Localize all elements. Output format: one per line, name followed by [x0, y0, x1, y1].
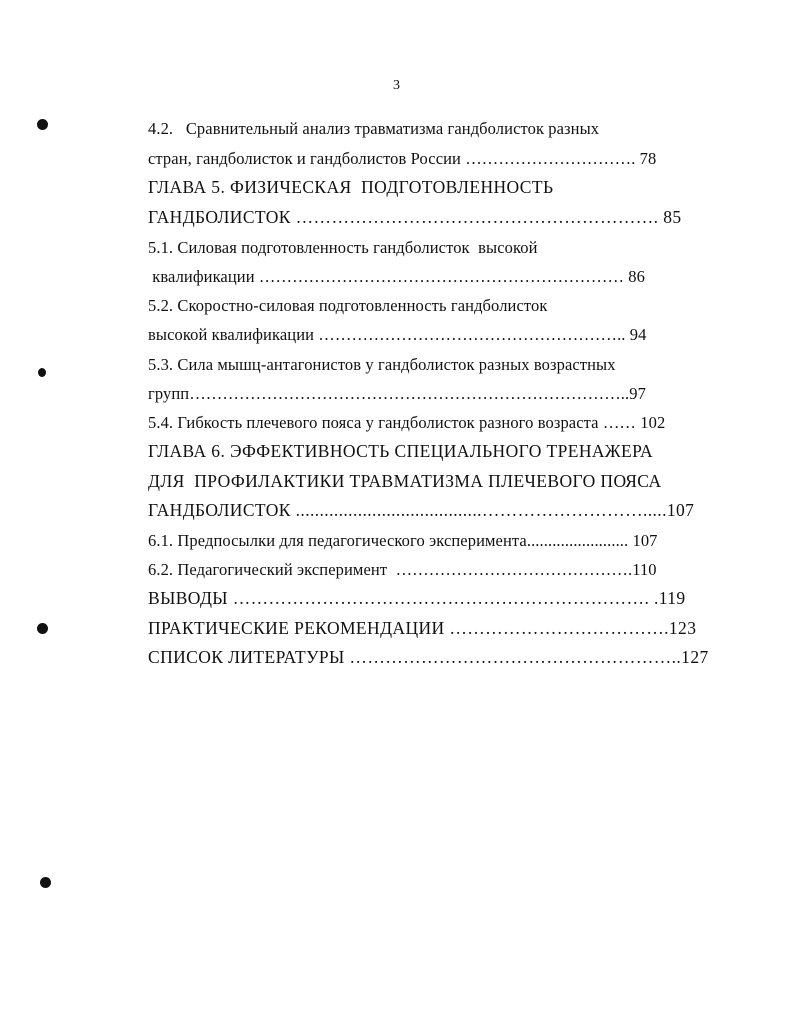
toc-line: 5.4. Гибкость плечевого пояса у гандболисток разного возраста …… 102	[148, 413, 666, 432]
toc-heading: ВЫВОДЫ ……………………………………………………………. .119	[148, 588, 686, 608]
toc-heading: СПИСОК ЛИТЕРАТУРЫ ………………………………………………..127	[148, 647, 709, 667]
toc-heading: ГЛАВА 5. ФИЗИЧЕСКАЯ ПОДГОТОВЛЕННОСТЬ	[148, 177, 554, 197]
toc-line: 5.1. Силовая подготовленность гандболисток высокой	[148, 238, 538, 257]
toc-heading: ПРАКТИЧЕСКИЕ РЕКОМЕНДАЦИИ ……………………………….123	[148, 618, 697, 638]
toc-heading: ГАНДБОЛИСТОК ……………………………………………………. 85	[148, 207, 682, 227]
toc-heading: ГЛАВА 6. ЭФФЕКТИВНОСТЬ СПЕЦИАЛЬНОГО ТРЕНАЖЕРА	[148, 441, 654, 461]
binding-hole-2	[38, 368, 46, 377]
binding-hole-1	[37, 119, 48, 130]
toc-line: стран, гандболисток и гандболистов России …………………………. 78	[148, 149, 657, 168]
binding-hole-3	[37, 623, 48, 634]
page-number: 3	[393, 78, 400, 93]
toc-line: групп……………………………………………………………………..97	[148, 384, 646, 403]
toc-heading: ГАНДБОЛИСТОК .......................................……………………….....107	[148, 500, 695, 520]
toc-line: 6.1. Предпосылки для педагогического эксперимента........................ 107	[148, 531, 658, 550]
binding-hole-4	[40, 877, 51, 888]
toc-heading: ДЛЯ ПРОФИЛАКТИКИ ТРАВМАТИЗМА ПЛЕЧЕВОГО ПОЯСА	[148, 471, 662, 491]
toc-line: 6.2. Педагогический эксперимент …………………………………….110	[148, 560, 657, 579]
toc-line: 4.2. Сравнительный анализ травматизма гандболисток разных	[148, 119, 600, 138]
toc-line: 5.3. Сила мышц-антагонистов у гандболисток разных возрастных	[148, 355, 616, 374]
toc-line: высокой квалификации ……………………………………………….. 94	[148, 325, 647, 344]
toc-line: 5.2. Скоростно-силовая подготовленность гандболисток	[148, 296, 548, 315]
toc-line: квалификации ………………………………………………………… 86	[148, 267, 645, 286]
